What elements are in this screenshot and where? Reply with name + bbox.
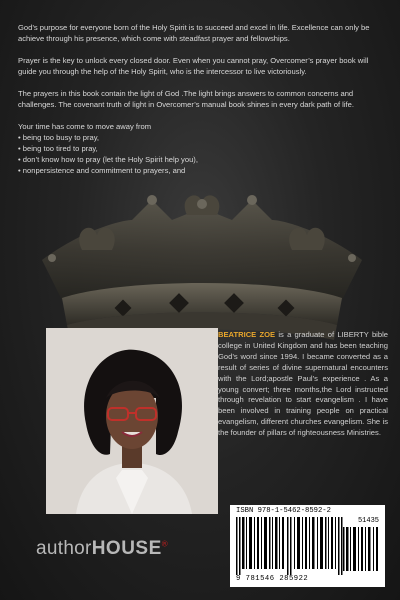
ean-number: 9 781546 285922 — [236, 575, 309, 583]
barcode-bars — [236, 517, 346, 575]
reason-item: • don’t know how to pray (let the Holy Spirit help you), — [18, 155, 198, 164]
author-bio-text: is a graduate of LIBERTY bible college in United Kingdom and has been teaching God’s word since 1994. I became converted as a result of series of divine supernatural encounters with the Lord;apostle Paul’s experience . As a young convert; three months,the Lord instructed through revelation to start evangelism . I have been involved in training people on practical evangelism, different churches evangelism. She is the founder of pillars of righteousness Ministries. — [218, 330, 388, 438]
isbn-barcode — [230, 505, 385, 587]
publisher-logo-prefix: author — [36, 538, 92, 559]
price-barcode-bars — [343, 527, 379, 571]
intro-paragraph-1: God’s purpose for everyone born of the Holy Spirit is to succeed and excel in life. Excellence can only be achieve through his presence, which come with steadfast prayer and fellowships. — [18, 23, 370, 43]
intro-paragraph-2: Prayer is the key to unlock every closed door. Even when you cannot pray, Overcomer’s prayer book will guide you through the help of the Holy Spirit, who is the intercessor to live victoriously. — [18, 56, 369, 76]
intro-paragraph-3: The prayers in this book contain the light of God .The light brings answers to common concerns and challenges. The covenant truth of light in Overcomer’s manual book shines in every dark path of life. — [18, 89, 354, 109]
isbn-number: ISBN 978-1-5462-8592-2 — [236, 507, 331, 515]
reason-item: • being too busy to pray, — [18, 133, 100, 142]
author-name: BEATRICE ZOE — [218, 330, 276, 339]
intro-text — [18, 22, 384, 176]
price-code: 51435 — [357, 517, 379, 525]
reasons-lead: Your time has come to move away from — [18, 122, 152, 131]
publisher-logo — [36, 538, 168, 560]
author-bio — [218, 330, 388, 439]
author-photo — [46, 328, 218, 514]
registered-mark: ® — [161, 539, 168, 549]
reason-item: • nonpersistence and commitment to prayers, and — [18, 166, 186, 175]
reasons-list — [18, 132, 384, 176]
reason-item: • being too tired to pray, — [18, 144, 98, 153]
publisher-logo-suffix: HOUSE — [91, 538, 162, 559]
